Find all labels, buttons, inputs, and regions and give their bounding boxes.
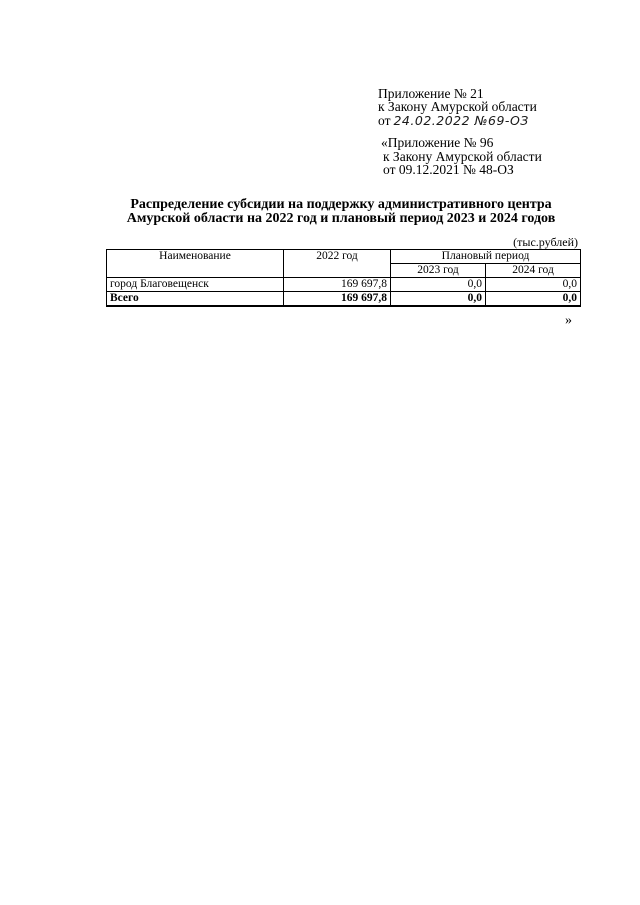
document-title-line-1: Распределение субсидии на поддержку административного центра <box>130 197 552 212</box>
handwritten-date-number: 24.02.2022 №69-ОЗ <box>393 113 529 128</box>
appendix-date-line <box>378 113 529 128</box>
row-2023-value: 0,0 <box>391 278 486 292</box>
header-name: Наименование <box>107 250 284 278</box>
total-2023-value: 0,0 <box>391 292 486 307</box>
table-header-row-1 <box>107 250 581 264</box>
row-name: город Благовещенск <box>107 278 284 292</box>
total-2022-value: 169 697,8 <box>284 292 391 307</box>
appendix-number: Приложение № 21 <box>378 86 484 101</box>
closing-quote-mark: » <box>565 313 572 328</box>
subsidy-table <box>106 249 581 307</box>
header-planned-period: Плановый период <box>391 250 581 264</box>
row-2024-value: 0,0 <box>486 278 581 292</box>
row-2022-value: 169 697,8 <box>284 278 391 292</box>
table-row <box>107 278 581 292</box>
quoted-appendix-date: от 09.12.2021 № 48-ОЗ <box>383 162 514 177</box>
quoted-appendix-number: «Приложение № 96 <box>381 135 494 150</box>
table-total-row <box>107 292 581 307</box>
document-title-line-2: Амурской области на 2022 год и плановый период 2023 и 2024 годов <box>126 211 556 226</box>
quoted-appendix-law-reference: к Закону Амурской области <box>383 149 542 164</box>
header-2022: 2022 год <box>284 250 391 278</box>
units-label: (тыс.рублей) <box>513 235 578 249</box>
appendix-date-prefix: от <box>378 113 391 128</box>
total-2024-value: 0,0 <box>486 292 581 307</box>
header-2023: 2023 год <box>391 264 486 278</box>
header-2024: 2024 год <box>486 264 581 278</box>
appendix-law-reference: к Закону Амурской области <box>378 99 537 114</box>
total-label: Всего <box>107 292 284 307</box>
